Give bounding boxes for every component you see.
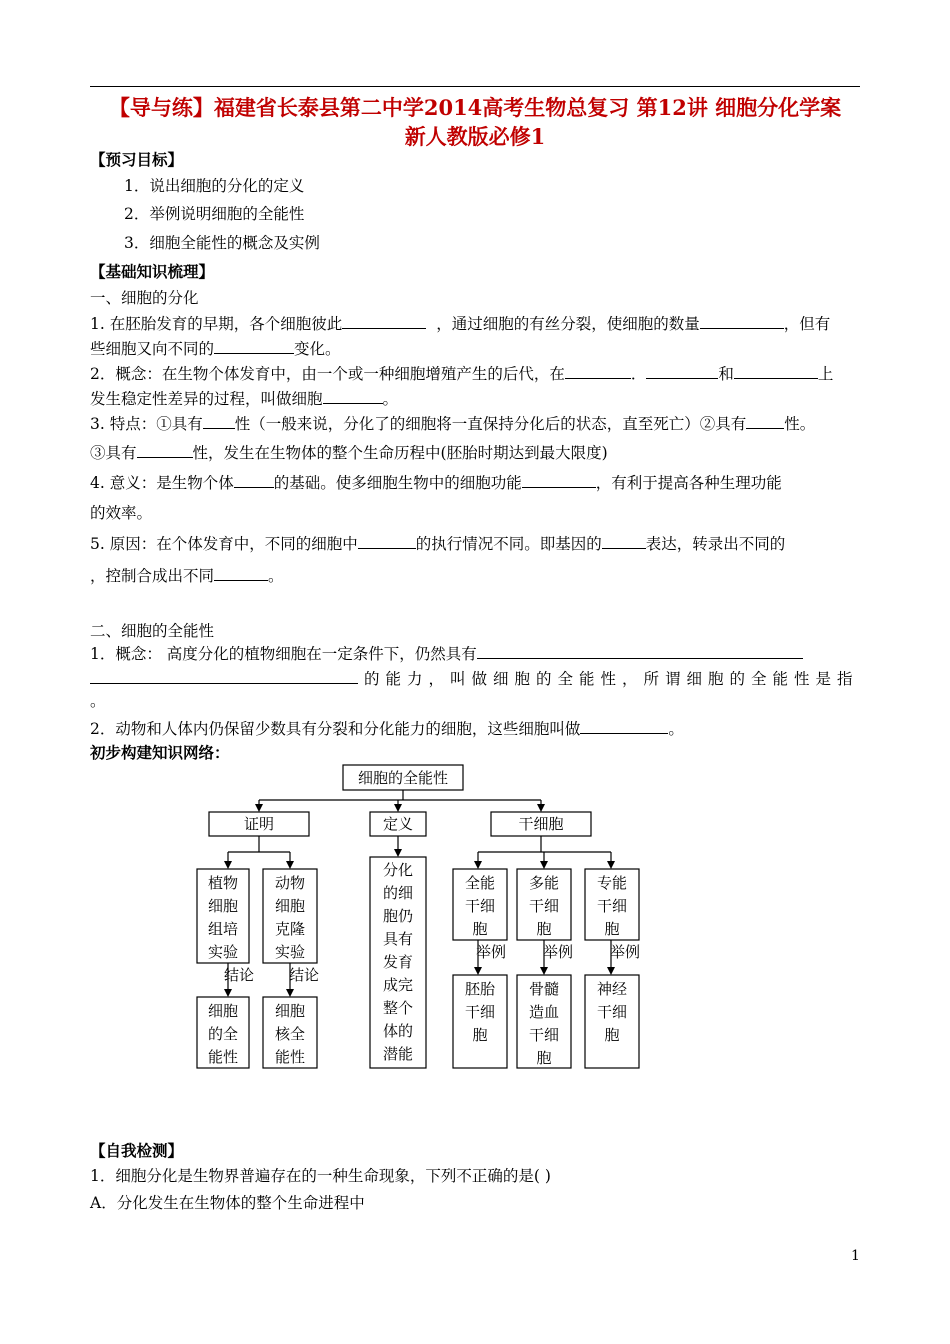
paragraph-4-line-1: 4. 意义：是生物个体 的基础。使多细胞生物中的细胞功能 ，有利于提高各种生理功能 [90, 474, 782, 492]
definition-text: 具有 [382, 930, 414, 948]
totipotency-q1-line-1: 1．概念： 高度分化的植物细胞在一定条件下，仍然具有 [90, 643, 803, 664]
stem-example-text: 胚胎 [464, 980, 496, 998]
animal-experiment-text: 克隆 [274, 920, 306, 938]
stem-type-text: 专能 [596, 874, 628, 892]
arrow-head [224, 989, 232, 997]
definition-text: 分化 [382, 861, 414, 879]
plant-experiment-text: 实验 [207, 943, 239, 961]
example-label: 举例 [609, 943, 641, 961]
root-label: 细胞的全能性 [357, 769, 449, 787]
self-test-heading: 【自我检测】 [90, 1141, 184, 1160]
plant-experiment-text: 植物 [207, 874, 239, 892]
paragraph-2-line-1: 2．概念：在生物个体发育中，由一个或一种细胞增殖产生的后代，在 ． 和 上 [90, 365, 834, 383]
plant-result-text: 能性 [207, 1048, 239, 1066]
stem-type-text: 干细 [464, 897, 496, 915]
definition-text: 潜能 [382, 1045, 414, 1063]
definition-text: 的细 [382, 884, 414, 902]
definition-text: 发育 [382, 953, 414, 971]
knowledge-network-heading: 初步构建知识网络： [90, 743, 230, 762]
arrow-head [224, 861, 232, 869]
arrow-head [286, 989, 294, 997]
animal-experiment-text: 细胞 [274, 897, 306, 915]
arrow-head [474, 967, 482, 975]
animal-experiment-text: 动物 [274, 874, 306, 892]
arrow-head [540, 861, 548, 869]
animal-result-text: 细胞 [274, 1002, 306, 1020]
self-test-option-a: A．分化发生在生物体的整个生命进程中 [90, 1194, 365, 1212]
definition-text: 成完 [382, 976, 414, 994]
branch-label-proof: 证明 [243, 815, 275, 833]
stem-type-text: 胞 [604, 920, 620, 938]
stem-type-text: 胞 [536, 920, 552, 938]
branch-label-stem-cell: 干细胞 [518, 815, 564, 833]
plant-experiment-text: 组培 [207, 920, 239, 938]
title-line-1: 【导与练】福建省长泰县第二中学2014高考生物总复习 第12讲 细胞分化学案 [108, 95, 842, 120]
paragraph-5-line-2: ，控制合成出不同 。 [90, 567, 284, 585]
definition-text: 整个 [382, 999, 414, 1017]
paragraph-3-line-2: ③具有 性，发生在生物体的整个生命历程中(胚胎时期达到最大限度) [90, 444, 608, 462]
stem-type-text: 干细 [528, 897, 560, 915]
example-label: 举例 [475, 943, 507, 961]
plant-result-text: 细胞 [207, 1002, 239, 1020]
arrow-head [474, 861, 482, 869]
plant-experiment-text: 细胞 [207, 897, 239, 915]
animal-experiment-text: 实验 [274, 943, 306, 961]
preview-item-2: 2．举例说明细胞的全能性 [124, 205, 305, 223]
paragraph-1-line-2: 些细胞又向不同的 变化。 [90, 340, 341, 358]
stem-example-text: 造血 [528, 1003, 560, 1021]
arrow-head [286, 861, 294, 869]
arrow-head [540, 967, 548, 975]
arrow-head [607, 967, 615, 975]
stem-type-text: 胞 [472, 920, 488, 938]
plant-result-text: 的全 [207, 1025, 239, 1043]
stem-example-text: 胞 [472, 1026, 488, 1044]
arrow-head [537, 804, 545, 812]
stem-type-text: 多能 [528, 874, 560, 892]
stem-example-text: 干细 [464, 1003, 496, 1021]
paragraph-3-line-1: 3. 特点：①具有 性（一般来说，分化了的细胞将一直保持分化后的状态，直至死亡）②具有 性。 [90, 415, 816, 433]
stem-cell-question: 2．动物和人体内仍保留少数具有分裂和分化能力的细胞，这些细胞叫做 。 [90, 720, 684, 738]
paragraph-5-line-1: 5. 原因：在个体发育中，不同的细胞中 的执行情况不同。即基因的 表达，转录出不同的 [90, 535, 786, 553]
stem-type-text: 全能 [464, 874, 496, 892]
arrow-head [607, 861, 615, 869]
arrow-head [394, 804, 402, 812]
title-line-2: 新人教版必修1 [404, 124, 546, 149]
stem-type-text: 干细 [596, 897, 628, 915]
definition-text: 体的 [382, 1022, 414, 1040]
arrow-head [394, 849, 402, 857]
paragraph-2-line-2: 发生稳定性差异的过程，叫做细胞 。 [90, 390, 399, 408]
basics-heading: 【基础知识梳理】 [90, 262, 215, 281]
conclusion-label: 结论 [223, 966, 255, 984]
arrow-head [255, 804, 263, 812]
definition-text: 胞仍 [382, 907, 414, 925]
stem-example-text: 胞 [604, 1026, 620, 1044]
preview-item-3: 3．细胞全能性的概念及实例 [124, 234, 320, 252]
self-test-question-1: 1．细胞分化是生物界普遍存在的一种生命现象，下列不正确的是( ) [90, 1167, 551, 1185]
page-number: 1 [851, 1248, 860, 1264]
preview-heading: 【预习目标】 [90, 150, 184, 169]
totipotency-q1-line-3: 。 [90, 692, 106, 710]
stem-example-text: 胞 [536, 1049, 552, 1067]
stem-example-text: 骨髓 [528, 980, 560, 998]
section2-title: 二、细胞的全能性 [90, 622, 215, 640]
animal-result-text: 能性 [274, 1048, 306, 1066]
preview-item-1: 1．说出细胞的分化的定义 [124, 177, 305, 195]
conclusion-label: 结论 [288, 966, 320, 984]
example-label: 举例 [542, 943, 574, 961]
paragraph-1-line-1: 1. 在胚胎发育的早期，各个细胞彼此 ，通过细胞的有丝分裂，使细胞的数量 ，但有 [90, 315, 831, 333]
stem-example-text: 神经 [596, 980, 628, 998]
stem-example-text: 干细 [528, 1026, 560, 1044]
branch-label-definition: 定义 [382, 815, 414, 833]
stem-example-text: 干细 [596, 1003, 628, 1021]
section1-title: 一、细胞的分化 [90, 289, 199, 307]
animal-result-text: 核全 [274, 1025, 306, 1043]
paragraph-4-line-2: 的效率。 [90, 504, 153, 522]
totipotency-q1-line-2: 的能力，叫做细胞的全能性，所谓细胞的全能性是指 [90, 668, 860, 689]
